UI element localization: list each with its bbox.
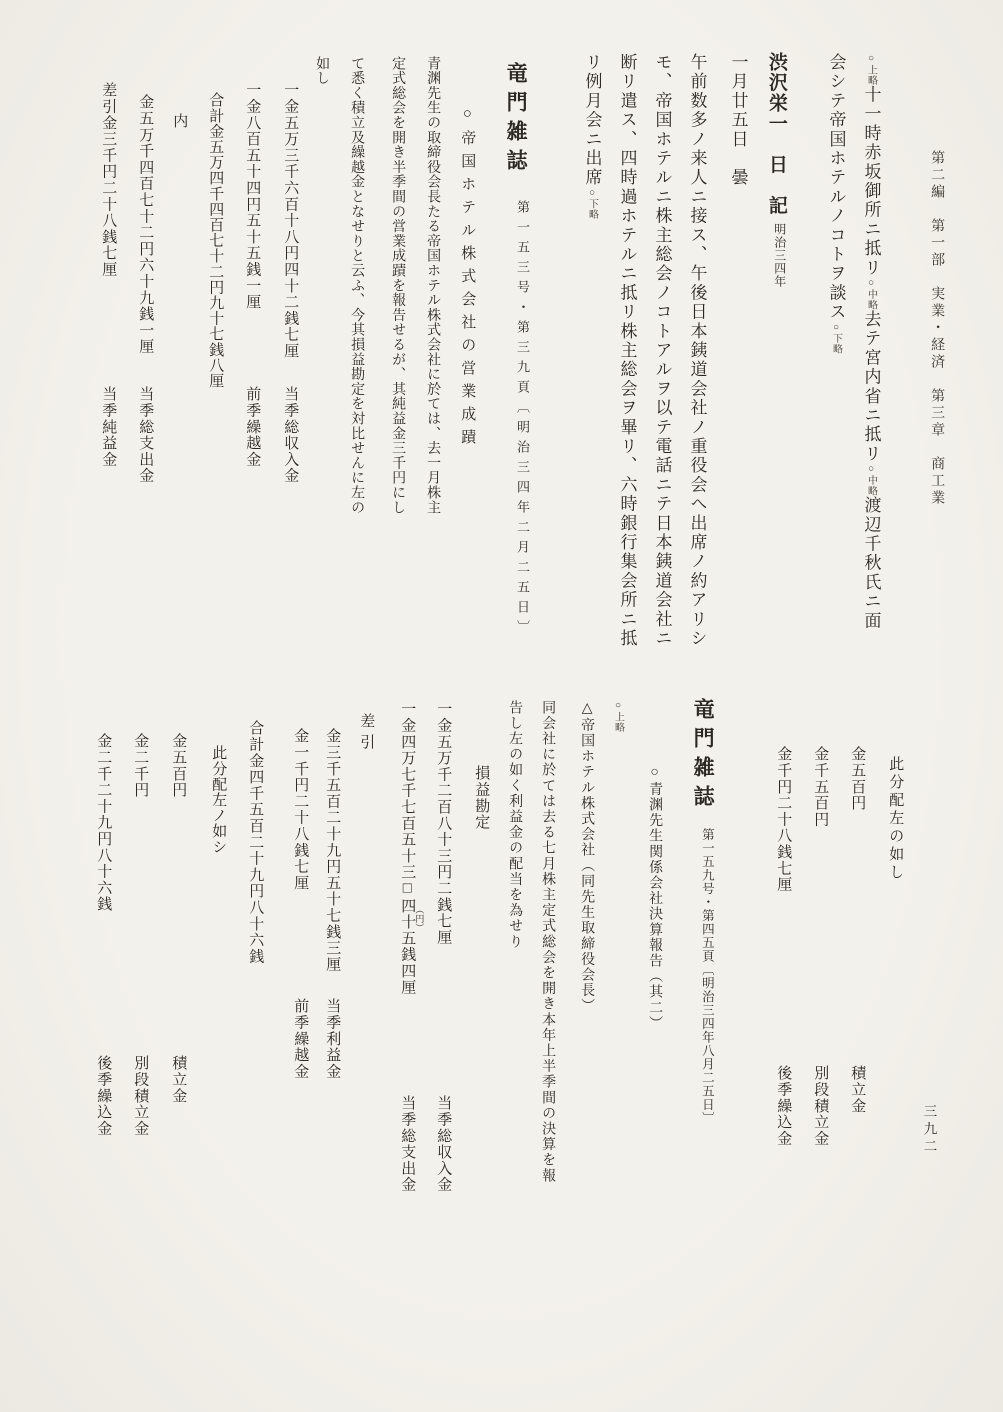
- a2-distribution-heading: 此分配左ノ如シ: [210, 745, 227, 855]
- a1-row-label: 前季繰越金: [244, 386, 261, 468]
- omission-mark-top: ○上略: [612, 700, 624, 733]
- diary-body-line-3: 断リ遣ス、四時過ホテルニ抵リ株主総会ヲ畢リ、六時銀行集会所ニ抵: [617, 53, 637, 649]
- a1-dist-label: 後季繰込金: [775, 1065, 792, 1147]
- article2-subheading: △帝国ホテル株式会社（同先生取締役会長）: [579, 700, 595, 1014]
- a2-row-amount: 一金四万七千七百五十三□四十五銭四厘: [399, 701, 416, 996]
- omission-mark-top: ○上略: [865, 53, 877, 86]
- article1-para-line-1: 青渊先生の取締役会長たる帝国ホテル株式会社に於ては、去一月株主: [425, 56, 441, 515]
- article1-para-line-2: 定式総会を開き半季間の営業成蹟を報告せるが、其純益金三千円にし: [390, 56, 406, 515]
- a1-distribution-heading: 此分配左の如し: [887, 756, 904, 882]
- omission-mark-mid: ○中略: [865, 463, 877, 497]
- a2-row-label: 当季総支出金: [399, 1095, 416, 1193]
- a1-dist-amount: 金五百円: [849, 746, 866, 812]
- a1-row-label: 当季総収入金: [282, 386, 299, 484]
- a1-row-amount: 差引金三千円二十八銭七厘: [100, 82, 117, 278]
- diary-body-line-4: [582, 53, 602, 220]
- a2-dist-label: 別段積立金: [132, 1055, 149, 1137]
- a2-row-amount: 一金五万千二百八十三円二銭七厘: [435, 701, 452, 946]
- journal-title-2: 竜門雑誌: [691, 698, 716, 814]
- article2-para-line-2: 告し左の如く利益金の配当を為せり: [507, 700, 523, 950]
- diary-date-line: 一月廿五日 曇: [728, 53, 748, 188]
- a2-row-amount: 金一千円二十八銭七厘: [292, 728, 309, 891]
- diary-text: リ例月会ニ出席: [582, 53, 602, 188]
- a1-uchi-mark: 内: [171, 113, 188, 130]
- a1-dist-amount: 金千五百円: [812, 746, 829, 828]
- a2-correction-note: （円）: [414, 905, 425, 932]
- a1-row-amount: 一金五万三千六百十八円四十二銭七厘: [282, 82, 299, 360]
- article1-para-line-3: て悉く積立及繰越金となせりと云ふ、今其損益勘定を対比せんに左の: [349, 56, 365, 515]
- a1-dist-amount: 金千円二十八銭七厘: [775, 746, 792, 893]
- a2-row-label: 当季総収入金: [435, 1095, 452, 1193]
- prev-quote-line-2: [826, 53, 846, 354]
- omission-mark-end: ○下略: [586, 187, 598, 220]
- a1-total-line: 合計金五万四千四百七十二円九十七銭八厘: [207, 92, 224, 389]
- a2-dist-label: 後季繰込金: [95, 1055, 112, 1137]
- a2-total-line: 合計金四千五百二十九円八十六銭: [247, 720, 264, 965]
- quote-text: 十一時赤坂御所ニ抵リ: [861, 85, 881, 278]
- journal-issue-1: 第一五三号・第三九頁〔明治三四年二月二五日〕: [514, 200, 530, 640]
- diary-body-line-1: 午前数多ノ来人ニ接ス、午後日本銕道会社ノ重役会へ出席ノ約アリシ: [687, 53, 707, 649]
- a1-row-amount: 一金八百五十四円五十五銭一厘: [244, 82, 261, 311]
- a2-dist-amount: 金五百円: [170, 733, 187, 799]
- journal-title-1: 竜門雑誌: [504, 62, 529, 178]
- a1-row-amount: 金五万千四百七十二円六十九銭一厘: [137, 94, 154, 355]
- article2-para-line-1: 同会社に於ては去る七月株主定式総会を開き本年上半季間の決算を報: [540, 700, 556, 1184]
- a2-dist-amount: 金二千二十九円八十六銭: [95, 733, 112, 913]
- article2-section-title: ○青渊先生関係会社決算報告（其二）: [647, 765, 663, 1032]
- article2-ledger-title: 損益勘定: [473, 765, 490, 831]
- article1-para-line-4: 如し: [314, 56, 330, 86]
- journal-issue-2: 第一五九号・第四五頁〔明治三四年八月二五日〕: [700, 828, 715, 1125]
- omission-mark-mid: ○中略: [865, 277, 877, 310]
- a1-dist-label: 積立金: [849, 1065, 866, 1114]
- a2-dist-label: 積立金: [170, 1055, 187, 1104]
- omission-mark-end: ○下略: [830, 321, 842, 355]
- quote-text: 去テ宮内省ニ抵リ: [861, 310, 881, 464]
- page-number: 三九二: [921, 1104, 937, 1157]
- a2-dist-amount: 金二千円: [132, 733, 149, 799]
- a1-row-label: 当季総支出金: [137, 386, 154, 484]
- a1-dist-label: 別段積立金: [812, 1065, 829, 1147]
- diary-era-note: 明治三四年: [772, 223, 787, 288]
- diary-body-line-2: モ、帝国ホテルニ株主総会ノコトアルヲ以テ電話ニテ日本銕道会社ニ: [652, 53, 672, 649]
- a2-row-label: 前季繰越金: [292, 998, 309, 1080]
- a2-row-amount: 金三千五百二十九円五十七銭三厘: [324, 728, 341, 973]
- running-header: 第二編 第一部 実業・経済 第三章 商工業: [929, 150, 945, 507]
- prev-quote-line-1: [861, 53, 881, 631]
- diary-source-title: 渋沢栄一 日 記: [765, 52, 787, 216]
- a2-subtraction-heading: 差引: [358, 713, 375, 755]
- a1-row-label: 当季純益金: [100, 386, 117, 468]
- quote-text: 渡辺千秋氏ニ面: [861, 496, 881, 631]
- a2-row-label: 当季利益金: [324, 998, 341, 1080]
- quote-text: 会シテ帝国ホテルノコトヲ談ス: [826, 53, 846, 322]
- article1-section-title: ○帝国ホテル株式会社の営業成蹟: [459, 106, 476, 452]
